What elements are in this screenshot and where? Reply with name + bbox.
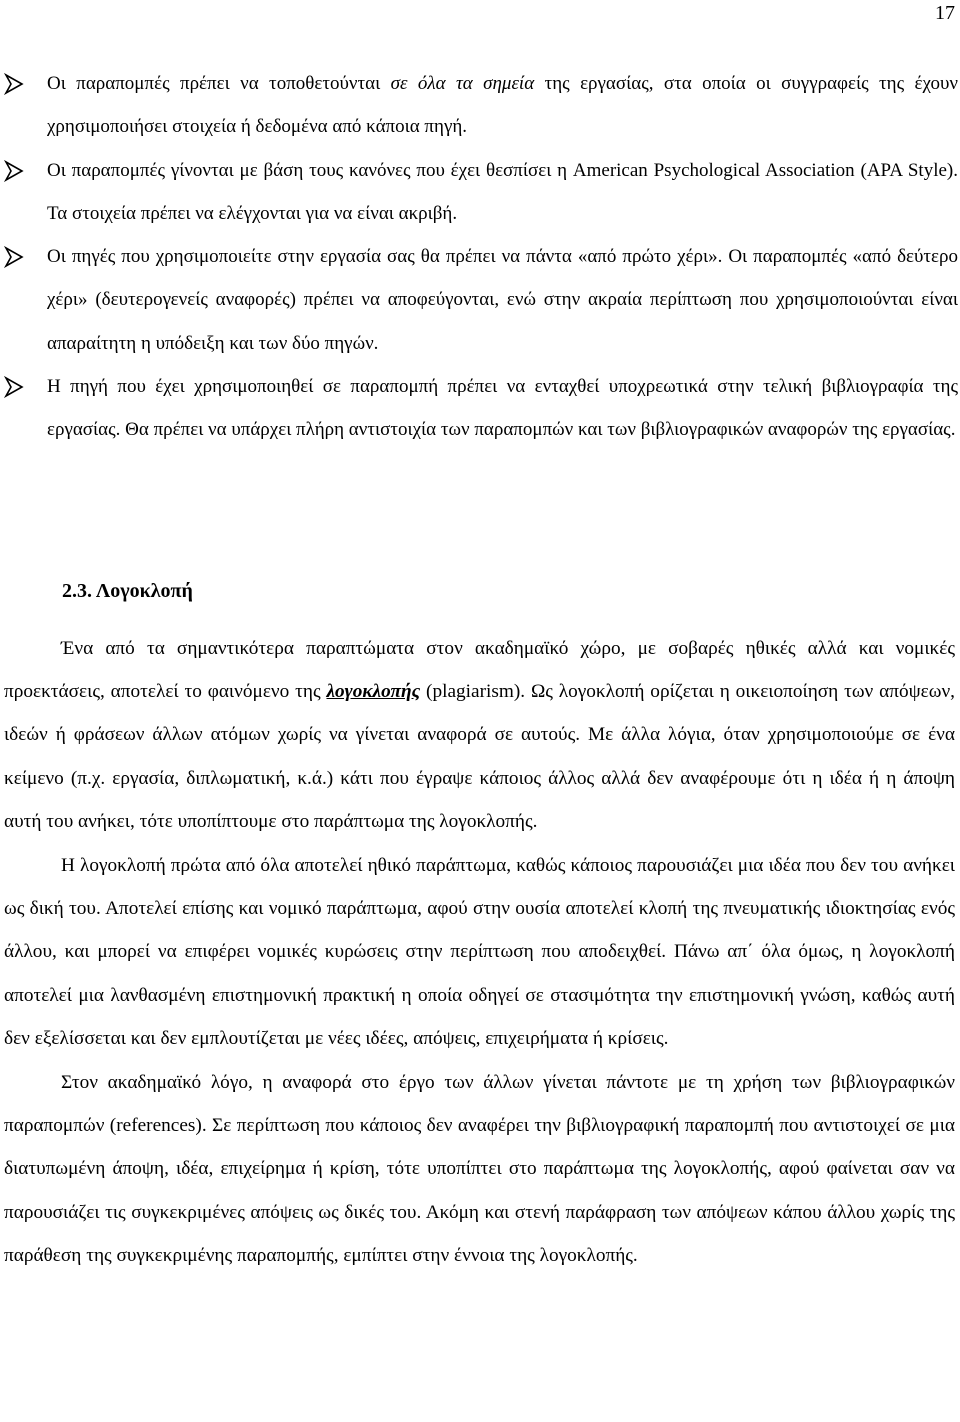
bullet-item <box>3 365 958 452</box>
arrowhead-bullet-icon <box>3 160 25 182</box>
bullet-text: Οι παραπομπές πρέπει να τοποθετούνται <box>47 73 391 94</box>
bullet-item <box>3 149 958 236</box>
bullet-item <box>3 62 958 149</box>
paragraph-text: Η λογοκλοπή πρώτα από όλα αποτελεί ηθικό παράπτωμα, καθώς κάποιος παρουσιάζει μια ιδέα που δεν του ανήκει ως δική του. Αποτελεί επίσης και νομικό παράπτωμα, αφού στην ουσία αποτελεί κλοπή της πνευματικής ιδιοκτησίας ενός άλλου, και μπορεί να επιφέρει νομικές κυρώσεις στην περίπτωση που αποδειχθεί. Πάνω απ΄ όλα όμως, η λογοκλοπή αποτελεί μια λανθασμένη επιστημονική πρακτική η οποία οδηγεί σε στασιμότητα την επιστημονική γνώση, καθώς αυτή δεν εξελίσσεται και δεν εμπλουτίζεται με νέες ιδέες, απόψεις, επιχειρήματα ή κρίσεις. <box>4 855 955 1049</box>
arrowhead-bullet-icon <box>3 246 25 268</box>
bullet-list <box>3 62 958 452</box>
bullet-text: Η πηγή που έχει χρησιμοποιηθεί σε παραπομπή πρέπει να ενταχθεί υποχρεωτικά στην τελική βιβλιογραφία της εργασίας. Θα πρέπει να υπάρχει πλήρη αντιστοιχία των παραπομπών και των βιβλιογραφικών αναφορών της εργασίας. <box>47 376 958 441</box>
section-number: 2.3. <box>62 580 92 602</box>
bullet-emphasis: σε όλα τα σημεία <box>390 73 535 94</box>
bullet-text-end: της εργασίας, στα οποία οι συγγραφείς της έχουν χρησιμοποιήσει στοιχεία ή δεδομένα από κάποια πηγή. <box>47 73 958 138</box>
paragraph <box>4 844 955 1060</box>
section-title: Λογοκλοπή <box>95 580 193 602</box>
bullet-text: Οι παραπομπές γίνονται με βάση τους κανόνες που έχει θεσπίσει η American Psychological Association (APA Style). Τα στοιχεία πρέπει να ελέγχονται για να είναι ακριβή. <box>47 159 958 224</box>
paragraph <box>4 627 955 843</box>
arrowhead-bullet-icon <box>3 73 25 95</box>
bullet-text: Οι πηγές που χρησιμοποιείτε στην εργασία σας θα πρέπει να πάντα «από πρώτο χέρι». Οι παραπομπές «από δεύτερο χέρι» (δευτερογενείς αναφορές) πρέπει να αποφεύγονται, ενώ στην ακραία περίπτωση που χρησιμοποιούνται είναι απαραίτητη η υπόδειξη και των δύο πηγών. <box>47 246 958 354</box>
arrowhead-bullet-icon <box>3 376 25 398</box>
section-heading <box>62 570 193 613</box>
paragraph-text-end: (plagiarism). Ως λογοκλοπή ορίζεται η οικειοποίηση των απόψεων, ιδεών ή φράσεων άλλων ατόμων χωρίς να γίνεται αναφορά σε αυτούς. Με άλλα λόγια, όταν χρησιμοποιούμε σε ένα κείμενο (π.χ. εργασία, διπλωματική, κ.ά.) κάτι που έγραψε κάποιος άλλος αλλά δεν αναφέρουμε ότι η ιδέα ή η άποψη αυτή του ανήκει, τότε υποπίπτουμε στο παράπτωμα της λογοκλοπής. <box>4 681 956 832</box>
page-number: 17 <box>935 2 955 24</box>
paragraph-text: Στον ακαδημαϊκό λόγο, η αναφορά στο έργο των άλλων γίνεται πάντοτε με τη χρήση των βιβλιογραφικών παραπομπών (references). Σε περίπτωση που κάποιος δεν αναφέρει την βιβλιογραφική παραπομπή που αντιστοιχεί σε μια διατυπωμένη άποψη, ιδέα, επιχείρημα ή κρίση, τότε υποπίπτει στο παράπτωμα της λογοκλοπής, αφού φαίνεται σαν να παρουσιάζει τις συγκεκριμένες απόψεις ως δικές του. Ακόμη και στενή παράφραση των απόψεων κάπου άλλου χωρίς της παράθεση της συγκεκριμένης παραπομπής, εμπίπτει στην έννοια της λογοκλοπής. <box>4 1072 955 1266</box>
body-text <box>4 627 955 1277</box>
key-term: λογοκλοπής <box>326 681 421 703</box>
bullet-item <box>3 235 958 365</box>
paragraph-text: Ένα από τα σημαντικότερα παραπτώματα στον ακαδημαϊκό χώρο, με σοβαρές ηθικές αλλά και νομικές προεκτάσεις, αποτελεί το φαινόμενο της <box>4 638 955 703</box>
paragraph <box>4 1061 955 1277</box>
